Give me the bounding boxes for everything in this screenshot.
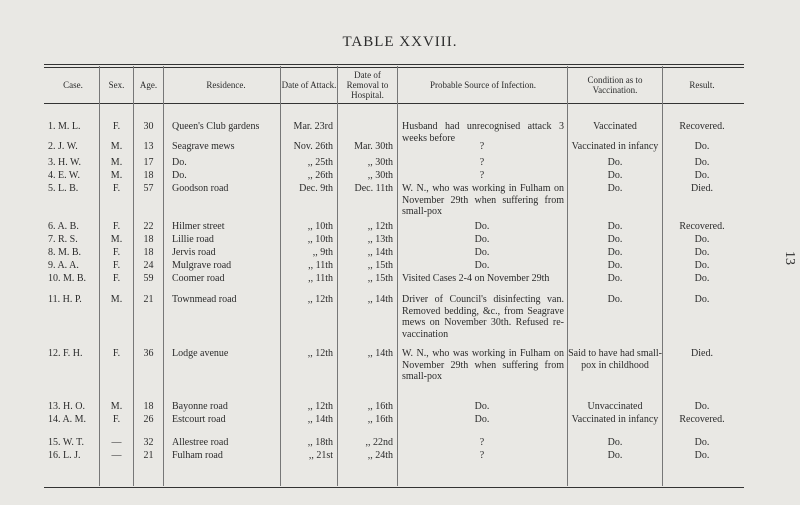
source-cell: W. N., who was working in Fulham on November 29th when suffering from small-pox [402,348,564,382]
case-cell: 16. L. J. [48,450,81,461]
top-rule-inner [44,67,744,68]
vaccination-cell: Unvaccinated [587,401,643,412]
attack-cell: Nov. 26th [293,141,333,152]
case-cell: 8. M. B. [48,247,82,258]
sex-cell: F. [112,121,121,132]
source-cell: ? [479,170,485,181]
removal-cell: ,, 12th [367,221,393,232]
age-cell: 18 [143,401,154,412]
age-header [134,69,163,101]
bottom-rule [44,487,744,488]
source-cell: ? [479,157,485,168]
removal-cell: ,, 14th [367,348,393,359]
case-cell: 12. F. H. [48,348,83,359]
result-cell: Do. [694,401,710,412]
age-cell: 32 [143,437,154,448]
source-cell: ? [479,437,485,448]
result-cell: Died. [691,183,713,194]
case-cell: 6. A. B. [48,221,79,232]
result-cell: Do. [694,294,710,305]
case-cell: 3. H. W. [48,157,82,168]
source-cell: Do. [474,234,490,245]
attack-cell: ,, 10th [307,234,333,245]
residence-cell: Coomer road [172,273,225,284]
sex-cell: — [111,437,122,448]
removal-cell: ,, 14th [367,294,393,305]
residence-cell: Goodson road [172,183,229,194]
result-cell: Do. [694,141,710,152]
removal-cell: ,, 15th [367,260,393,271]
residence-cell: Fulham road [172,450,223,461]
residence-header [172,69,280,101]
sex-cell: F. [112,414,121,425]
table-title: TABLE XXVIII. [342,34,458,50]
infection-source-header [402,69,564,101]
result-cell: Do. [694,234,710,245]
column-header-label: Condition as to Vaccination. [587,75,643,95]
column-header-label: Date of Removal to Hospital. [346,70,389,100]
residence-cell: Lillie road [172,234,214,245]
case-cell: 4. E. W. [48,170,80,181]
vaccination-cell: Said to have had small-pox in childhood [568,348,662,371]
case-cell: 13. H. O. [48,401,85,412]
attack-cell: ,, 14th [307,414,333,425]
vaccination-cell: Vaccinated in infancy [571,414,659,425]
residence-cell: Mulgrave road [172,260,232,271]
case-cell: 14. A. M. [48,414,87,425]
case-cell: 15. W. T. [48,437,85,448]
result-cell: Do. [694,247,710,258]
source-cell: Do. [474,247,490,258]
sex-cell: M. [110,294,123,305]
result-header [663,69,741,101]
attack-cell: Mar. 23rd [293,121,333,132]
sex-cell: M. [110,401,123,412]
sex-cell: M. [110,170,123,181]
vaccination-cell: Do. [607,183,623,194]
sex-cell: F. [112,273,121,284]
vaccination-cell: Do. [607,234,623,245]
removal-cell: ,, 22nd [365,437,393,448]
result-cell: Do. [694,273,710,284]
vaccination-cell: Do. [607,157,623,168]
case-cell: 5. L. B. [48,183,79,194]
vaccination-cell: Do. [607,260,623,271]
column-divider [397,66,398,486]
attack-cell: ,, 11th [308,260,333,271]
column-header-label: Age. [139,80,158,90]
residence-cell: Lodge avenue [172,348,229,359]
age-cell: 18 [143,234,154,245]
age-cell: 21 [143,294,154,305]
age-cell: 18 [143,247,154,258]
sex-cell: F. [112,183,121,194]
case-cell: 7. R. S. [48,234,78,245]
result-cell: Do. [694,170,710,181]
source-cell: Driver of Council's disinfecting van. Removed bedding, &c., from Seagrave mews on November 30th. Refused re-vaccination [402,294,564,340]
age-cell: 21 [143,450,154,461]
case-header [48,69,98,101]
sex-cell: F. [112,221,121,232]
removal-cell: ,, 24th [367,450,393,461]
age-cell: 17 [143,157,154,168]
age-cell: 30 [143,121,154,132]
attack-cell: ,, 25th [307,157,333,168]
sex-header [100,69,133,101]
age-cell: 26 [143,414,154,425]
removal-date-header [338,69,397,101]
age-cell: 18 [143,170,154,181]
removal-cell: ,, 30th [367,157,393,168]
result-cell: Do. [694,437,710,448]
case-cell: 11. H. P. [48,294,82,305]
source-cell: Visited Cases 2-4 on November 29th [402,273,550,284]
vaccination-cell: Do. [607,450,623,461]
residence-cell: Seagrave mews [172,141,235,152]
result-cell: Recovered. [679,414,725,425]
residence-cell: Estcourt road [172,414,226,425]
column-header-label: Case. [63,80,83,90]
sex-cell: F. [112,247,121,258]
source-cell: Do. [474,414,490,425]
vaccination-cell: Vaccinated [593,121,637,132]
case-cell: 1. M. L. [48,121,81,132]
source-cell: Do. [474,260,490,271]
header-rule [44,103,744,104]
source-cell: ? [479,141,485,152]
vaccination-cell: Do. [607,170,623,181]
age-cell: 57 [143,183,154,194]
attack-cell: ,, 9th [312,247,333,258]
column-header-label: Probable Source of Infection. [430,80,536,90]
vaccination-cell: Do. [607,273,623,284]
sex-cell: F. [112,348,121,359]
residence-cell: Queen's Club gardens [172,121,260,132]
source-cell: W. N., who was working in Fulham on November 29th when suffering from small-pox [402,183,564,217]
vaccination-cell: Do. [607,247,623,258]
removal-cell: ,, 16th [367,414,393,425]
case-cell: 9. A. A. [48,260,79,271]
removal-cell: ,, 14th [367,247,393,258]
sex-cell: M. [110,141,123,152]
case-cell: 2. J. W. [48,141,78,152]
result-cell: Do. [694,450,710,461]
sex-cell: — [111,450,122,461]
result-cell: Recovered. [679,221,725,232]
age-cell: 13 [143,141,154,152]
attack-date-header [281,69,337,101]
column-header-label: Result. [689,80,715,90]
residence-cell: Hilmer street [172,221,225,232]
attack-cell: ,, 10th [307,221,333,232]
column-header-label: Date of Attack. [281,80,337,90]
column-header-label: Sex. [108,80,125,90]
removal-cell: ,, 30th [367,170,393,181]
age-cell: 24 [143,260,154,271]
source-cell: ? [479,450,485,461]
source-cell: Do. [474,221,490,232]
removal-cell: ,, 16th [367,401,393,412]
column-divider [163,66,164,486]
sex-cell: M. [110,157,123,168]
attack-cell: ,, 11th [308,273,333,284]
residence-cell: Do. [172,170,187,181]
residence-cell: Bayonne road [172,401,228,412]
age-cell: 36 [143,348,154,359]
vaccination-cell: Do. [607,437,623,448]
attack-cell: ,, 21st [308,450,333,461]
column-header-label: Residence. [206,80,246,90]
age-cell: 59 [143,273,154,284]
attack-cell: ,, 26th [307,170,333,181]
source-cell: Do. [474,401,490,412]
removal-cell: Mar. 30th [354,141,393,152]
residence-cell: Allestree road [172,437,229,448]
vaccination-cell: Vaccinated in infancy [571,141,659,152]
result-cell: Do. [694,260,710,271]
result-cell: Do. [694,157,710,168]
residence-cell: Jervis road [172,247,216,258]
attack-cell: ,, 12th [307,348,333,359]
case-cell: 10. M. B. [48,273,87,284]
residence-cell: Do. [172,157,187,168]
vaccination-header [568,69,662,101]
sex-cell: F. [112,260,121,271]
sex-cell: M. [110,234,123,245]
source-cell: Husband had unrecognised attack 3 weeks before [402,121,564,144]
residence-cell: Townmead road [172,294,237,305]
vaccination-cell: Do. [607,221,623,232]
vaccination-cell: Do. [607,294,623,305]
removal-cell: ,, 13th [367,234,393,245]
attack-cell: ,, 12th [307,401,333,412]
removal-cell: ,, 15th [367,273,393,284]
removal-cell: Dec. 11th [354,183,393,194]
top-rule [44,64,744,65]
result-cell: Died. [691,348,713,359]
attack-cell: ,, 18th [307,437,333,448]
age-cell: 22 [143,221,154,232]
page-number: 13 [782,251,797,265]
attack-cell: ,, 12th [307,294,333,305]
attack-cell: Dec. 9th [299,183,333,194]
result-cell: Recovered. [679,121,725,132]
